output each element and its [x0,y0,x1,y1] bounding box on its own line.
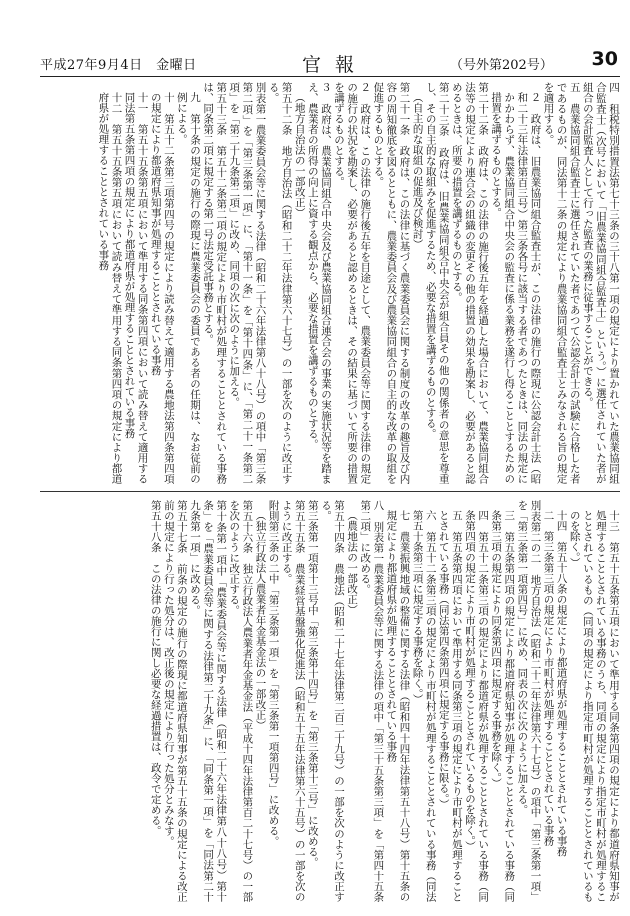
paragraph: 第二十一条 政府は、この法律に基づく農業委員会に関する制度の改革の趣旨及び内容の周知徹底を図るとともに、農業委員会及び農業協同組合の自主的な改革の取組を促進するものとする。 [372,82,411,484]
paragraph: 別表第一農業委員会等に関する法律（昭和二十六年法律第八十八号）の項中「第三条第二項」を「第三条第一項」に、「第十一条」を「第十四条」に、「第二十一条第二項」を「第二十九条第二項」に改め、同項の次に次のように加える。 [228,82,267,484]
paragraph: ３ 政府は、農業協同組合中央会及び農業協同組合連合会の事業の実施状況等を踏まえ、農業者の所得の向上に資する観点から、必要な措置を講ずるものとする。 [306,82,332,484]
paragraph: 第三条第一項第十三号中「第三条第十四号」を「第三条第十三号」に改める。 [306,500,319,868]
paragraph: 十一 第五十五条第五項において準用する同条第四項において読み替えて適用する同法第五条第四項の規定により都道府県が処理することとされている事務 [123,92,149,484]
paragraph: 十二 第五十五条第五項において読み替えて準用する同条第四項の規定により都道府県が処理することとされている事務 [97,92,123,484]
paragraph: 六 第五十二条第三項の規定により市町村が処理することとされている事務（同法第五十条第三項に規定する事務を除く。） [411,510,437,902]
paragraph: 十四 第五十八条の規定により都道府県が処理することとされている事務 [555,510,568,857]
section-divider [40,491,620,492]
gazette-body [40,82,620,906]
section-heading: （独立行政法人農業者年金基金法の一部改正） [254,510,267,731]
paragraph: 七 農業振興地域の整備に関する法律（昭和四十四年法律第五十八号）第十五条の規定により都道府県が処理することとされている事務 [385,510,411,902]
upper-section [40,82,620,484]
gazette-header [40,48,620,77]
section-heading: （地方自治法の一部改正） [293,92,306,218]
section-heading: （自主的な取組の促進及び検討） [411,92,424,250]
paragraph: 二 第三条第三項の規定により市町村が処理することとされている事務 [542,510,555,846]
section-heading: （農地法の一部改正） [346,510,359,615]
paragraph: 三 第五条第四項の規定により都道府県知事が処理することとされている事務（同条第三項の規定により同条第四項に規定する事務を除く。） [490,510,516,902]
paragraph: 第五十五条 農業経営基盤強化促進法（昭和五十五年法律第六十五号）の一部を次のように改正する。 [280,500,306,902]
lower-vertical-text [149,500,620,902]
paragraph: 十 第五十二条第三項第四号の規定により読み替えて適用する農地法第四条第四項の規定により都道府県知事が処理することとされている事務 [149,92,175,484]
paragraph: ２ 政府は、この法律の施行後五年を目途として、農業委員会等に関する法律の規定の施行の状況を勘案し、必要があると認めるときは、その結果に基づいて所要の措置を講ずるものとする。 [333,82,372,484]
lower-section [40,500,620,902]
paragraph: 第五十二条 地方自治法（昭和二十二年法律第六十七号）の一部を次のように改正する。 [267,82,293,484]
paragraph: 第二十二条 政府は、この法律の施行後五年を経過した場合において、農業協同組合法等の規定により連合会の組織の変更その他の措置の効果を勘案し、必要があると認めるときは、所要の措置を講ずるものとする。 [450,82,490,484]
paragraph: 五 農業協同組合監査士に選任されていた者であつて公認会計士の試験に合格した者であるものが、同法第十二条の規定により農業協同組合監査士とみなされる旨の規定を適用する。 [542,82,581,484]
paragraph: 第五十三条 第五十二条第二項の規定により市町村が処理することとされている事務は、同条第二項に規定する第一号法定受託事務とする。 [202,82,228,484]
paragraph: 五 第五条第四項において準用する同条第三項の規定により市町村が処理することとされている事務（同法第四条第四項に規定する事務に限る。） [437,510,463,902]
paragraph: 第五十七条 前条の規定の施行の際現に都道府県知事が第五十五条の規定による改正前の規定により行った処分は、改正後の規定により行った処分とみなす。 [162,500,188,902]
issue-date: 平成27年9月4日 金曜日 [40,58,197,73]
paragraph: 第五十六条 独立行政法人農業者年金基金法（平成十四年法律第百二十七号）の一部を次のように改正する。 [228,500,254,902]
paragraph: 十三 第五十五条第五項において準用する同条第四項の規定により都道府県知事が処理することとされている事務のうち、同項の規定により指定市町村が処理することとされているもの（同項の規定により指定市町村が処理することとされているものを除く。） [568,510,620,902]
paragraph: 別表第二の二 地方自治法（昭和二十二年法律第六十七号）の項中「第三条第一項」を「第三条第一項第四号」に改め、同表の次に次のように加える。 [516,500,542,902]
paragraph: 第十条第一項中「農業委員会等に関する法律（昭和二十六年法律第八十八号）第十条」を「農業委員会等に関する法律第二十九条」に、「同条第一項」を「同法第二十九条第一項」に改める。 [189,500,228,902]
paragraph: 四 租税特別措置法第七十三条の三十八第一項の規定により置かれていた農業協同組合監査士（次号において「旧農業協同組合監査士」という。）に選任されていた者が組合の会計監査人として行った監査の業務に従事することができる。 [581,82,620,484]
paragraph: 第五十八条 この法律の施行に関し必要な経過措置は、政令で定める。 [149,500,162,836]
paragraph: 四 第五十二条第三項の規定により都道府県が処理することとされている事務（同条第四項の規定により市町村が処理することとされているものを除く。） [463,510,490,902]
issue-number: （号外第202号） [450,58,553,73]
page-number: 30 [591,48,618,70]
gazette-title: 官報 [302,54,369,76]
paragraph: 第五十四条 農地法（昭和二十七年法律第二百二十九号）の一部を次のように改正する。 [319,500,346,902]
paragraph: 第二十三条 政府は、旧農業協同組合中央会が組合員その他の関係者の意思を尊重し、その自主的な取組みを促進するため、必要な措置を講ずるものとする。 [424,82,450,484]
paragraph: ２ 政府は、旧農業協同組合監査士が、この法律の施行の際現に公認会計士法（昭和二十三年法律第百三号）第三条各号に該当する者であつたときは、同法の規定にかかわらず、農業協同組合中央会の監査に係る業務を遂行し得ることとするための措置を講ずるものとする。 [490,92,542,484]
paragraph: 附則第三条の二中「第三条第一項」を「第三条第一項第四号」に改める。 [267,500,280,847]
paragraph: 八 別表第一農業委員会等に関する法律の項中「第三十五条第三項」を「第四十五条第二項」に改める。 [359,500,385,902]
upper-vertical-text [96,82,620,484]
paragraph: 九 第十条の規定の施行の際現に農業委員会の委員である者の任期は、なお従前の例による。 [175,92,201,484]
